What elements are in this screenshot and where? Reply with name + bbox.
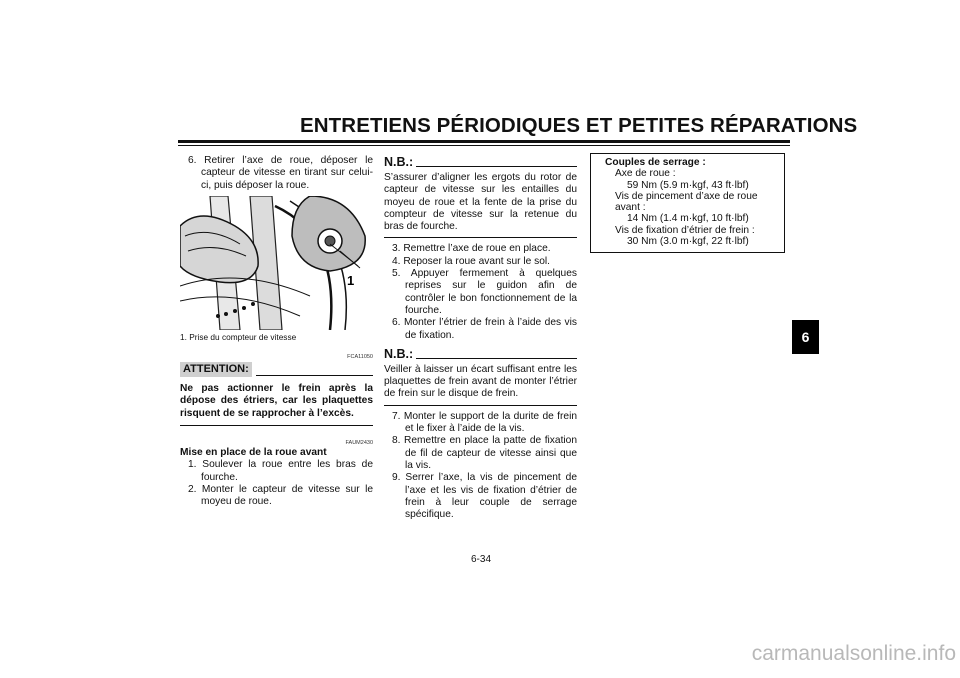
- torque-value: 30 Nm (3.0 m·kgf, 22 ft·lbf): [627, 236, 749, 248]
- nb-end-rule-2: [384, 405, 577, 406]
- nb-header-2: [384, 347, 577, 361]
- install-step-2: 2. Monter le capteur de vitesse sur le moyeu de roue.: [188, 483, 373, 508]
- nb-label-2: N.B.:: [384, 346, 414, 361]
- nb-text-2: Veiller à laisser un écart suffisant entre les plaquettes de frein avant de monter l’étrier de frein sur le disque de frein.: [384, 363, 577, 400]
- attention-text: Ne pas actionner le frein après la dépose des étriers, car les plaquettes risquent de se rapprocher à l’excès.: [180, 383, 373, 419]
- torque-line: avant :: [615, 202, 646, 214]
- torque-line: Vis de pincement d’axe de roue: [615, 190, 758, 202]
- column-middle: [384, 155, 577, 521]
- torque-value: 14 Nm (1.4 m·kgf, 10 ft·lbf): [627, 213, 749, 225]
- attention-label: ATTENTION:: [180, 362, 252, 377]
- wheel-photo-illustration: [180, 196, 373, 330]
- nb-rule-2: [416, 358, 577, 359]
- section-title: Mise en place de la roue avant: [180, 447, 327, 459]
- install-step-5: 5. Appuyer fermement à quelques reprises sur le guidon afin de contrôler le bon fonctionnement de la fourche.: [392, 268, 577, 316]
- torque-title: Couples de serrage :: [605, 157, 706, 168]
- install-step-9: 9. Serrer l’axe, la vis de pincement de l’axe et les vis de fixation d’étrier de frein à leur couple de serrage spécifique.: [392, 472, 577, 521]
- figure-caption: 1. Prise du compteur de vitesse: [180, 331, 297, 342]
- torque-value: 59 Nm (5.9 m·kgf, 43 ft·lbf): [627, 179, 749, 191]
- install-step-3: 3. Remettre l’axe de roue en place.: [392, 243, 551, 255]
- watermark: carmanualsonline.info: [751, 642, 956, 665]
- nb-end-rule-1: [384, 237, 577, 238]
- torque-box: [590, 153, 785, 253]
- install-step-6: 6. Monter l’étrier de frein à l’aide des vis de fixation.: [392, 317, 577, 341]
- attention-header: [180, 362, 373, 377]
- install-step-4: 4. Reposer la roue avant sur le sol.: [392, 255, 550, 267]
- attention-rule: [256, 375, 373, 376]
- figure-callout-1: 1: [347, 272, 355, 288]
- column-left: [180, 155, 373, 509]
- torque-line: Axe de roue :: [615, 168, 676, 180]
- wheel-photo: [180, 196, 373, 330]
- nb-text-1: S’assurer d’aligner les ergots du rotor de capteur de vitesse sur les entailles du moyeu de roue et la fente de la prise du compteur de vitesse sur la retenue du bras de fourche.: [384, 172, 577, 233]
- torque-line: Vis de fixation d’étrier de frein :: [615, 224, 755, 236]
- page-title: ENTRETIENS PÉRIODIQUES ET PETITES RÉPARATIONS: [300, 114, 858, 137]
- title-rule-thick: [178, 140, 790, 143]
- chapter-tab: 6: [792, 320, 819, 354]
- title-rule-thin: [178, 145, 790, 146]
- attention-code: FCA11050: [347, 354, 373, 361]
- install-step-7: 7. Monter le support de la durite de frein et le fixer à l’aide de la vis.: [392, 410, 577, 435]
- nb-label-1: N.B.:: [384, 155, 414, 169]
- step-6-remove-axle: 6. Retirer l’axe de roue, déposer le capteur de vitesse en tirant sur celui-ci, puis déposer la roue.: [188, 155, 373, 191]
- section-code: FAUM2430: [345, 440, 373, 447]
- install-step-1: 1. Soulever la roue entre les bras de fourche.: [188, 459, 373, 483]
- install-step-8: 8. Remettre en place la patte de fixation de fil de capteur de vitesse ainsi que la vis.: [392, 435, 577, 471]
- nb-rule-1: [416, 166, 577, 167]
- attention-end-rule: [180, 425, 373, 426]
- nb-header-1: [384, 155, 577, 169]
- page-number: 6-34: [470, 554, 491, 565]
